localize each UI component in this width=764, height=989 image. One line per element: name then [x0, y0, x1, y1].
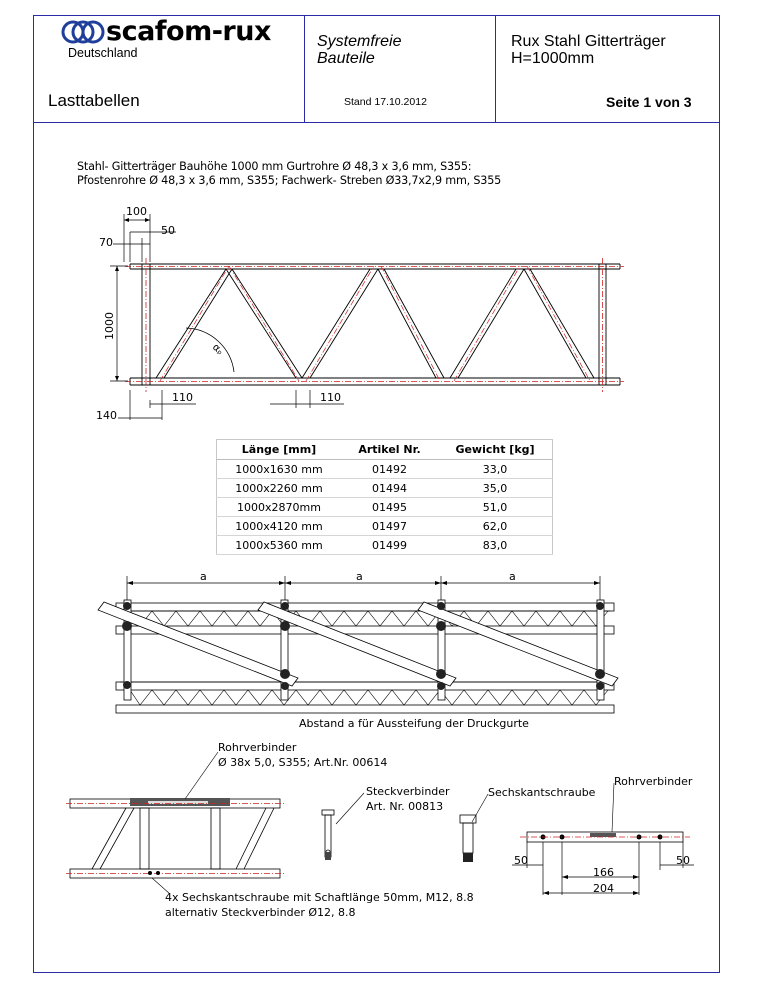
table-row [217, 498, 553, 517]
weight-cell: 33,0 [438, 460, 553, 479]
dim-50: 50 [161, 224, 175, 237]
section-title: Lasttabellen [48, 91, 140, 110]
dim-a-1: a [200, 570, 207, 583]
steckverbinder-label: Steckverbinder [366, 785, 450, 798]
screw-note-line1: 4x Sechskantschraube mit Schaftlänge 50mm, M12, 8.8 [165, 891, 474, 904]
rohrverbinder2-label: Rohrverbinder [614, 775, 693, 788]
bracing-plan-drawing [95, 565, 635, 715]
steckverbinder-article: Art. Nr. 00813 [366, 800, 444, 813]
dim-204: 204 [593, 882, 614, 895]
weight-cell: 51,0 [438, 498, 553, 517]
weight-cell: 35,0 [438, 479, 553, 498]
dim-50-left: 50 [514, 854, 528, 867]
bracing-caption: Abstand a für Aussteifung der Druckgurte [299, 717, 529, 730]
column-header: Länge [mm] [217, 440, 342, 460]
rohrverbinder-label: Rohrverbinder [218, 741, 297, 754]
category-line2: Bauteile [317, 50, 375, 67]
dim-1000: 1000 [103, 312, 116, 340]
column-header: Gewicht [kg] [438, 440, 553, 460]
dim-110-left: 110 [172, 391, 193, 404]
article-cell: 01492 [341, 460, 438, 479]
weight-cell: 62,0 [438, 517, 553, 536]
rohrverbinder-spec: Ø 38x 5,0, S355; Art.Nr. 00614 [218, 756, 388, 769]
dim-70: 70 [99, 236, 113, 249]
schraube-label: Sechskantschraube [488, 786, 596, 799]
header-column-divider [304, 16, 305, 122]
dim-166: 166 [593, 866, 614, 879]
header-column-divider [495, 16, 496, 122]
article-table [216, 439, 553, 555]
article-cell: 01499 [341, 536, 438, 555]
product-title-line2: H=1000mm [511, 50, 595, 67]
article-cell: 01497 [341, 517, 438, 536]
dim-a-3: a [509, 570, 516, 583]
article-cell: 01494 [341, 479, 438, 498]
description-line1: Stahl- Gitterträger Bauhöhe 1000 mm Gurtrohre Ø 48,3 x 3,6 mm, S355: [77, 160, 472, 173]
dim-a-2: a [356, 570, 363, 583]
logo-rings-icon [61, 18, 109, 46]
dim-140: 140 [96, 409, 117, 422]
weight-cell: 83,0 [438, 536, 553, 555]
table-row [217, 517, 553, 536]
length-cell: 1000x1630 mm [217, 460, 342, 479]
dim-110-right: 110 [320, 391, 341, 404]
brand-name: scafom-rux [106, 16, 271, 47]
description-line2: Pfostenrohre Ø 48,3 x 3,6 mm, S355; Fachwerk- Streben Ø33,7x2,9 mm, S355 [77, 174, 502, 187]
category-line1: Systemfreie [317, 33, 402, 50]
length-cell: 1000x2870mm [217, 498, 342, 517]
dim-100: 100 [126, 205, 147, 218]
table-row [217, 536, 553, 555]
column-header: Artikel Nr. [341, 440, 438, 460]
table-header-row [217, 440, 553, 460]
header-divider [34, 122, 719, 123]
article-cell: 01495 [341, 498, 438, 517]
page-number: Seite 1 von 3 [606, 94, 692, 110]
dim-50-right: 50 [676, 854, 690, 867]
angle-label: αₚ [210, 341, 226, 358]
length-cell: 1000x5360 mm [217, 536, 342, 555]
product-title-line1: Rux Stahl Gitterträger [511, 33, 666, 50]
screw-note-line2: alternativ Steckverbinder Ø12, 8.8 [165, 906, 356, 919]
brand-subtitle: Deutschland [68, 46, 138, 60]
revision-date: Stand 17.10.2012 [344, 96, 427, 108]
length-cell: 1000x2260 mm [217, 479, 342, 498]
table-row [217, 479, 553, 498]
truss-elevation-drawing [90, 200, 650, 430]
length-cell: 1000x4120 mm [217, 517, 342, 536]
table-row [217, 460, 553, 479]
